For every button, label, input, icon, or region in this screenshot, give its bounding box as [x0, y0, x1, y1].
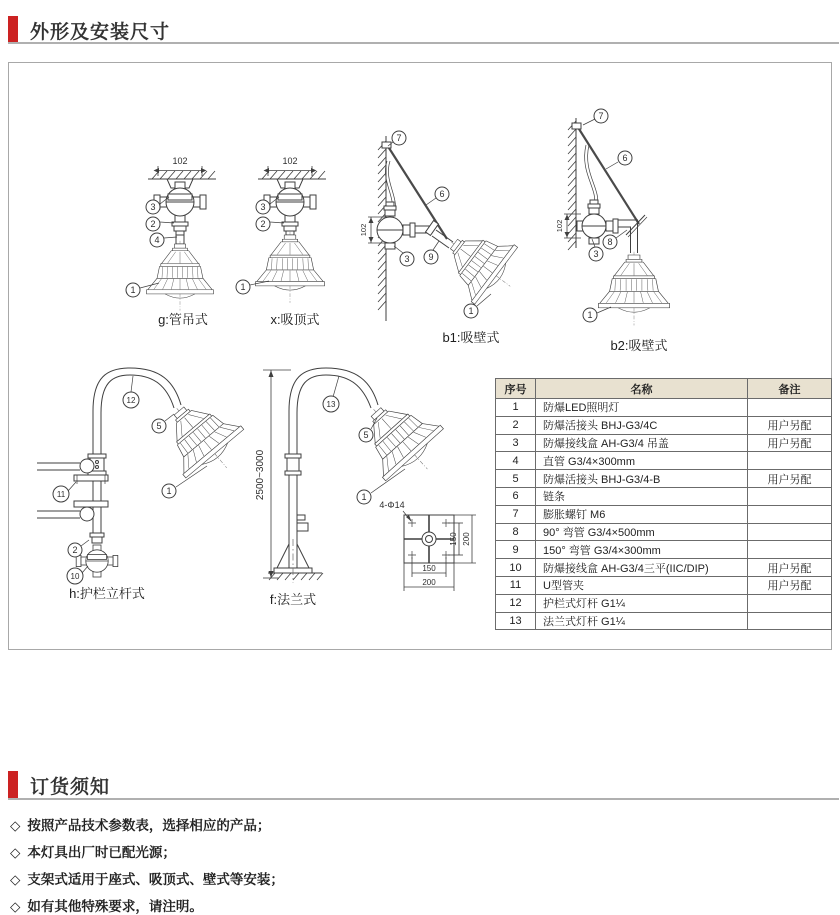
svg-text:7: 7 [396, 133, 402, 143]
callout-6 [426, 187, 449, 205]
cell-remark: 用户另配 [748, 470, 832, 488]
callout-5 [152, 414, 174, 433]
note-item [10, 812, 284, 839]
table-row [496, 594, 832, 612]
svg-text:9: 9 [428, 252, 434, 262]
table-row [496, 541, 832, 559]
cell-name: U型管夹 [536, 576, 748, 594]
parts-table [495, 378, 832, 630]
svg-text:13: 13 [326, 400, 336, 409]
diagram-b2-wall [555, 109, 670, 353]
callout-2 [256, 217, 284, 231]
svg-text:7: 7 [598, 111, 604, 121]
svg-text:12: 12 [126, 396, 136, 405]
junction-box-drawing [264, 182, 316, 222]
cell-no: 7 [496, 505, 536, 523]
table-row [496, 416, 832, 434]
dim-200-h: 200 [422, 578, 436, 587]
callout-6 [606, 151, 632, 169]
bent-pipe [618, 215, 647, 253]
callout-1 [236, 280, 269, 294]
callout-1 [357, 469, 405, 504]
cell-name: 链条 [536, 487, 748, 505]
width-dimension [154, 156, 207, 176]
diagram-x-label: x:吸顶式 [270, 312, 320, 327]
svg-text:1: 1 [240, 282, 246, 292]
diagram-b2-label: b2:吸壁式 [610, 338, 668, 353]
diagram-g-label: g:管吊式 [158, 312, 208, 327]
svg-text:1: 1 [587, 310, 593, 320]
cell-no: 1 [496, 399, 536, 417]
svg-text:1: 1 [166, 486, 172, 496]
bent-pipe [415, 221, 453, 248]
svg-text:1: 1 [130, 285, 136, 295]
dim-2500-3000: 2500~3000 [255, 449, 266, 501]
cell-name: 膨胀螺钉 M6 [536, 505, 748, 523]
callout-2 [68, 540, 89, 557]
cell-name: 防爆接线盒 AH-G3/4 吊盖 [536, 434, 748, 452]
svg-text:8: 8 [607, 237, 613, 247]
diamond-bullet-icon: ◇ [10, 845, 21, 860]
cell-no: 9 [496, 541, 536, 559]
table-row [496, 576, 832, 594]
dim-102-b1: 102 [359, 223, 368, 237]
callout-2 [146, 217, 174, 231]
table-row [496, 612, 832, 630]
cell-no: 11 [496, 576, 536, 594]
cell-remark [748, 487, 832, 505]
svg-text:2: 2 [72, 545, 78, 555]
table-row [496, 399, 832, 417]
note-item [10, 866, 284, 893]
dim-150-h: 150 [422, 564, 436, 573]
cell-remark [748, 452, 832, 470]
flange-plate-detail [379, 500, 476, 591]
section-accent-bar [8, 771, 18, 798]
cell-no: 8 [496, 523, 536, 541]
cell-remark: 用户另配 [748, 576, 832, 594]
union-fitting [90, 533, 104, 543]
lamp-drawing [147, 241, 214, 311]
wall-hatch [568, 118, 576, 250]
section-title-dimensions: 外形及安装尺寸 [30, 22, 171, 43]
table-row [496, 452, 832, 470]
cell-remark [748, 612, 832, 630]
section-divider [8, 798, 839, 800]
section-divider [8, 42, 839, 44]
cell-no: 3 [496, 434, 536, 452]
svg-text:3: 3 [404, 254, 410, 264]
callout-13 [323, 376, 339, 412]
cell-name: 防爆活接头 BHJ-G3/4-B [536, 470, 748, 488]
section-accent-bar [8, 16, 18, 43]
note-text: 支架式适用于座式、吸顶式、壁式等安装； [27, 872, 284, 887]
svg-text:5: 5 [156, 421, 162, 431]
cell-remark: 用户另配 [748, 559, 832, 577]
diagram-f-label: f:法兰式 [269, 592, 317, 607]
svg-text:1: 1 [361, 492, 367, 502]
flange-base [268, 539, 323, 583]
callout-9 [424, 241, 439, 264]
svg-text:3: 3 [260, 202, 266, 212]
svg-text:4: 4 [154, 235, 160, 245]
cell-no: 5 [496, 470, 536, 488]
cell-no: 12 [496, 594, 536, 612]
lamp-drawing [430, 214, 532, 315]
table-row [496, 559, 832, 577]
table-row [496, 434, 832, 452]
dim-150-v: 150 [449, 532, 458, 546]
cell-remark: 用户另配 [748, 416, 832, 434]
lamp-drawing [148, 384, 256, 492]
diagram-h-label: h:护栏立杆式 [69, 586, 145, 601]
diamond-bullet-icon: ◇ [10, 899, 21, 914]
callout-12 [123, 376, 139, 408]
callout-7 [583, 109, 608, 125]
dim-102-b2: 102 [555, 219, 564, 233]
svg-text:10: 10 [70, 572, 80, 581]
lamp-drawing [598, 252, 669, 326]
diagram-g-pipe-hung [126, 156, 216, 327]
lamp-drawing [255, 232, 324, 303]
ordering-notes [10, 812, 284, 915]
dim-102-x: 102 [282, 156, 298, 166]
diagram-h-guardrail [37, 368, 256, 601]
callout-4 [150, 233, 177, 247]
callout-7 [388, 131, 406, 146]
table-row [496, 505, 832, 523]
dim-102-g: 102 [172, 156, 188, 166]
diagram-x-ceiling [236, 156, 326, 327]
section-title-ordering: 订货须知 [30, 777, 111, 798]
diagram-f-flange [255, 368, 476, 607]
col-header-no: 序号 [496, 379, 536, 399]
svg-text:3: 3 [150, 202, 156, 212]
union-fitting [172, 222, 188, 235]
cell-remark [748, 505, 832, 523]
width-dimension [264, 156, 317, 176]
dim-holes: 4-Φ14 [379, 500, 405, 510]
anchor-bolt [572, 123, 581, 129]
note-text: 本灯具出厂时已配光源； [27, 845, 176, 860]
cell-name: 150° 弯管 G3/4×300mm [536, 541, 748, 559]
svg-text:11: 11 [56, 490, 66, 499]
callout-10 [67, 566, 88, 584]
cell-remark [748, 594, 832, 612]
cell-name: 直管 G3/4×300mm [536, 452, 748, 470]
callout-3 [394, 246, 414, 266]
note-item [10, 893, 284, 915]
drawing-panel [8, 62, 832, 650]
svg-text:6: 6 [622, 153, 628, 163]
table-row [496, 487, 832, 505]
callout-1 [583, 307, 611, 322]
cell-name: 防爆活接头 BHJ-G3/4C [536, 416, 748, 434]
dim-200-v: 200 [462, 532, 471, 546]
cell-no: 6 [496, 487, 536, 505]
callout-11 [53, 482, 76, 502]
junction-box-drawing [154, 182, 206, 222]
svg-text:5: 5 [363, 430, 369, 440]
col-header-name: 名称 [536, 379, 748, 399]
table-row [496, 470, 832, 488]
diamond-bullet-icon: ◇ [10, 818, 21, 833]
col-header-remark: 备注 [748, 379, 832, 399]
cell-no: 13 [496, 612, 536, 630]
table-row [496, 523, 832, 541]
cell-name: 防爆LED照明灯 [536, 399, 748, 417]
cell-remark [748, 541, 832, 559]
svg-text:2: 2 [150, 219, 156, 229]
cell-name: 防爆接线盒 AH-G3/4三平(IIC/DIP) [536, 559, 748, 577]
diamond-bullet-icon: ◇ [10, 872, 21, 887]
diagram-b1-label: b1:吸壁式 [442, 330, 500, 345]
note-text: 如有其他特殊要求，请注明。 [27, 899, 203, 914]
cell-no: 2 [496, 416, 536, 434]
note-item [10, 839, 284, 866]
cell-remark [748, 523, 832, 541]
svg-text:1: 1 [468, 306, 474, 316]
cell-no: 4 [496, 452, 536, 470]
cell-remark [748, 399, 832, 417]
diagram-b1-wall [359, 131, 532, 345]
svg-text:6: 6 [439, 189, 445, 199]
cell-no: 10 [496, 559, 536, 577]
cell-name: 90° 弯管 G3/4×500mm [536, 523, 748, 541]
cell-name: 法兰式灯杆 G1¼ [536, 612, 748, 630]
svg-text:2: 2 [260, 219, 266, 229]
svg-text:3: 3 [593, 249, 599, 259]
cell-remark: 用户另配 [748, 434, 832, 452]
cell-name: 护栏式灯杆 G1¼ [536, 594, 748, 612]
gooseneck-pole [93, 368, 181, 533]
note-text: 按照产品技术参数表，选择相应的产品； [27, 818, 271, 833]
table-header-row [496, 379, 832, 399]
